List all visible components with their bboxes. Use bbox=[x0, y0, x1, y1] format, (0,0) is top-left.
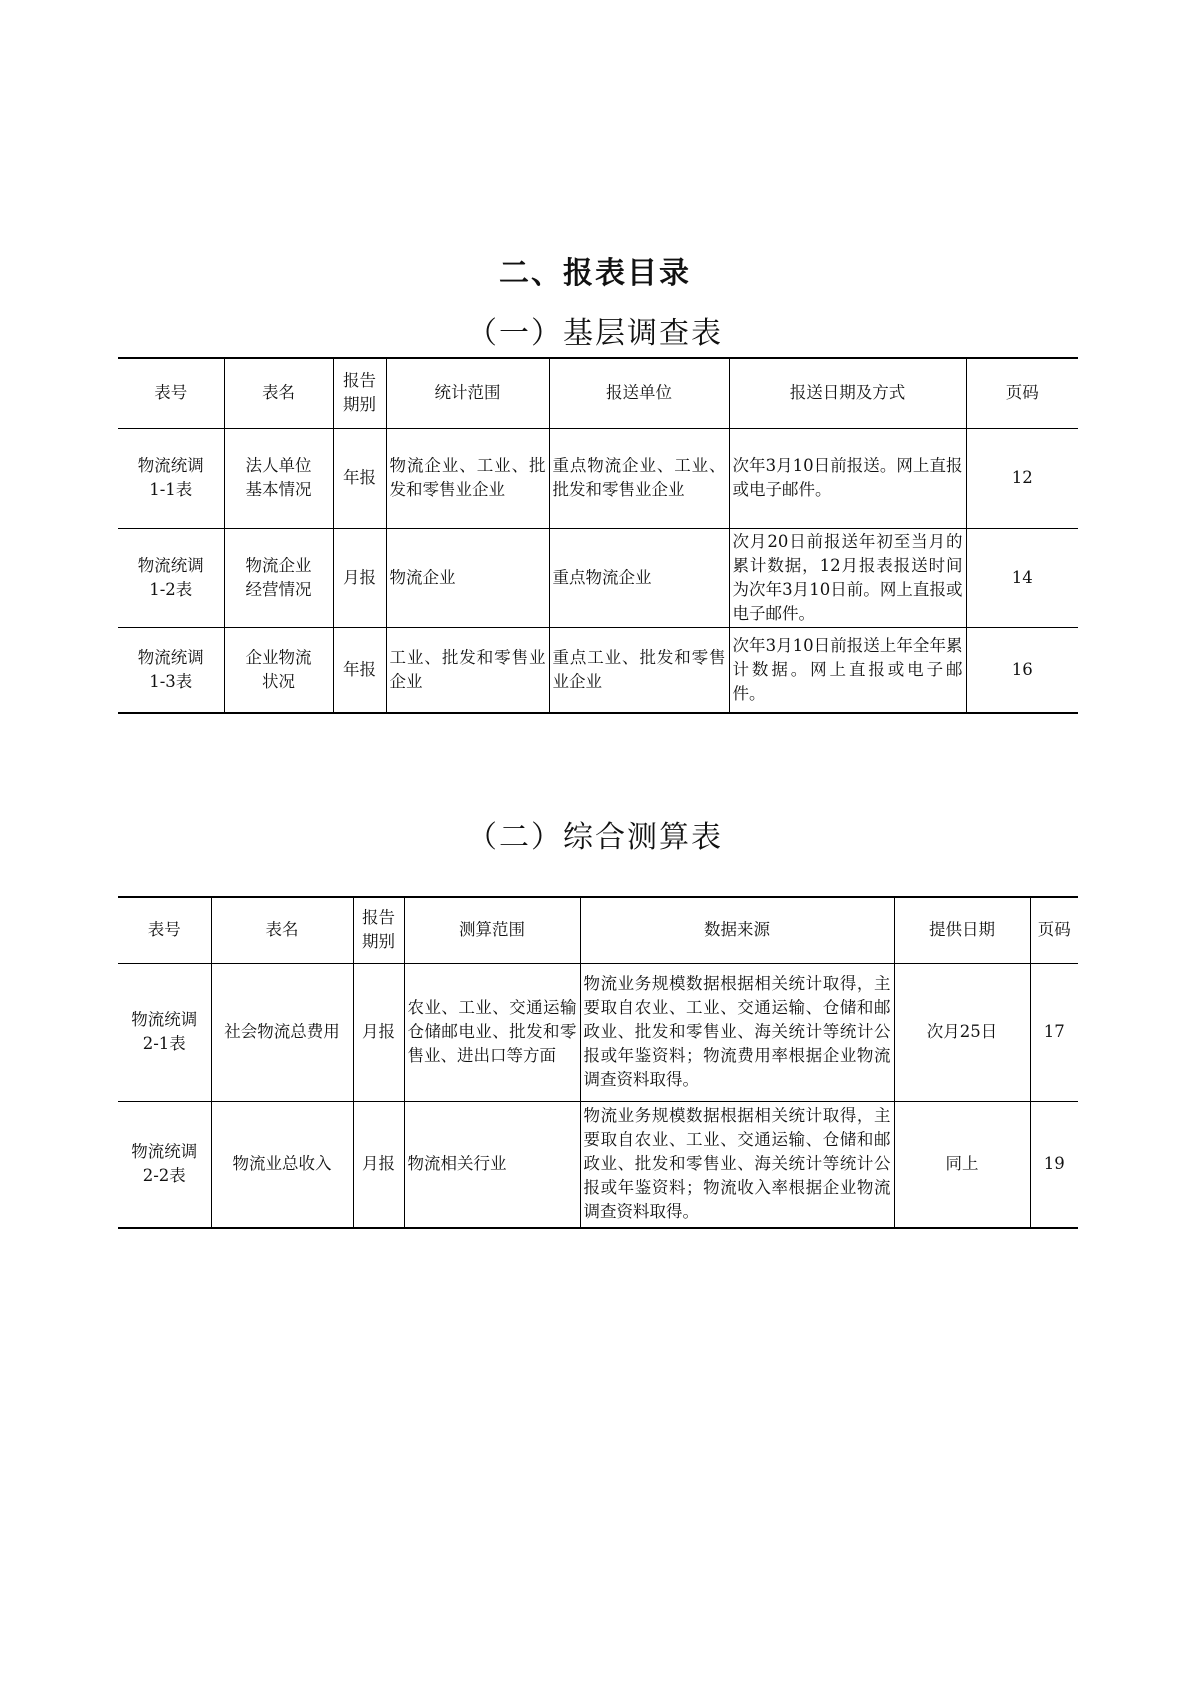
table-row bbox=[118, 1101, 1078, 1228]
page-title: 二、报表目录 bbox=[499, 256, 691, 291]
provide-date: 次月25日 bbox=[894, 963, 1030, 1101]
table-row bbox=[118, 528, 1078, 627]
reporting-unit: 重点物流企业 bbox=[549, 528, 729, 627]
report-period: 年报 bbox=[333, 627, 386, 713]
header-cell: 表号 bbox=[118, 897, 211, 963]
table-row bbox=[118, 428, 1078, 528]
table-header-row bbox=[118, 358, 1078, 428]
form-name: 物流业总收入 bbox=[211, 1101, 353, 1228]
provide-date: 同上 bbox=[894, 1101, 1030, 1228]
header-cell: 表名 bbox=[211, 897, 353, 963]
estimate-scope: 农业、工业、交通运输仓储邮电业、批发和零售业、进出口等方面 bbox=[404, 963, 580, 1101]
header-cell: 报告期别 bbox=[333, 358, 386, 428]
form-number: 物流统调1-1表 bbox=[118, 428, 224, 528]
table-row bbox=[118, 627, 1078, 713]
form-number: 物流统调2-1表 bbox=[118, 963, 211, 1101]
form-number: 物流统调1-3表 bbox=[118, 627, 224, 713]
header-cell: 页码 bbox=[1030, 897, 1078, 963]
form-name: 物流企业经营情况 bbox=[224, 528, 333, 627]
form-name: 企业物流状况 bbox=[224, 627, 333, 713]
header-cell: 表号 bbox=[118, 358, 224, 428]
header-cell: 报送日期及方式 bbox=[729, 358, 966, 428]
header-cell: 报送单位 bbox=[549, 358, 729, 428]
stat-scope: 工业、批发和零售业企业 bbox=[386, 627, 549, 713]
data-source: 物流业务规模数据根据相关统计取得，主要取自农业、工业、交通运输、仓储和邮政业、批发和零售业、海关统计等统计公报或年鉴资料；物流收入率根据企业物流调查资料取得。 bbox=[580, 1101, 894, 1228]
form-name: 法人单位基本情况 bbox=[224, 428, 333, 528]
header-cell: 测算范围 bbox=[404, 897, 580, 963]
header-cell: 报告期别 bbox=[353, 897, 404, 963]
header-cell: 页码 bbox=[966, 358, 1078, 428]
report-period: 月报 bbox=[353, 963, 404, 1101]
page-number: 19 bbox=[1030, 1101, 1078, 1228]
reporting-date-method: 次年3月10日前报送。网上直报或电子邮件。 bbox=[729, 428, 966, 528]
table-header-row bbox=[118, 897, 1078, 963]
section-title-comprehensive-estimate: （二）综合测算表 bbox=[467, 820, 723, 855]
header-cell: 表名 bbox=[224, 358, 333, 428]
table-row bbox=[118, 963, 1078, 1101]
reporting-date-method: 次月20日前报送年初至当月的累计数据，12月报表报送时间为次年3月10日前。网上直报或电子邮件。 bbox=[729, 528, 966, 627]
page-number: 14 bbox=[966, 528, 1078, 627]
stat-scope: 物流企业、工业、批发和零售业企业 bbox=[386, 428, 549, 528]
reporting-unit: 重点工业、批发和零售业企业 bbox=[549, 627, 729, 713]
section-title-basic-survey: （一）基层调查表 bbox=[467, 316, 723, 351]
reporting-unit: 重点物流企业、工业、批发和零售业企业 bbox=[549, 428, 729, 528]
report-period: 月报 bbox=[353, 1101, 404, 1228]
page-number: 17 bbox=[1030, 963, 1078, 1101]
report-period: 月报 bbox=[333, 528, 386, 627]
page-number: 16 bbox=[966, 627, 1078, 713]
form-number: 物流统调2-2表 bbox=[118, 1101, 211, 1228]
reporting-date-method: 次年3月10日前报送上年全年累计数据。网上直报或电子邮件。 bbox=[729, 627, 966, 713]
estimate-scope: 物流相关行业 bbox=[404, 1101, 580, 1228]
comprehensive-estimate-table bbox=[118, 896, 1078, 1229]
header-cell: 统计范围 bbox=[386, 358, 549, 428]
data-source: 物流业务规模数据根据相关统计取得，主要取自农业、工业、交通运输、仓储和邮政业、批发和零售业、海关统计等统计公报或年鉴资料；物流费用率根据企业物流调查资料取得。 bbox=[580, 963, 894, 1101]
header-cell: 数据来源 bbox=[580, 897, 894, 963]
report-period: 年报 bbox=[333, 428, 386, 528]
header-cell: 提供日期 bbox=[894, 897, 1030, 963]
form-name: 社会物流总费用 bbox=[211, 963, 353, 1101]
basic-survey-table bbox=[118, 357, 1078, 714]
stat-scope: 物流企业 bbox=[386, 528, 549, 627]
form-number: 物流统调1-2表 bbox=[118, 528, 224, 627]
page-number: 12 bbox=[966, 428, 1078, 528]
